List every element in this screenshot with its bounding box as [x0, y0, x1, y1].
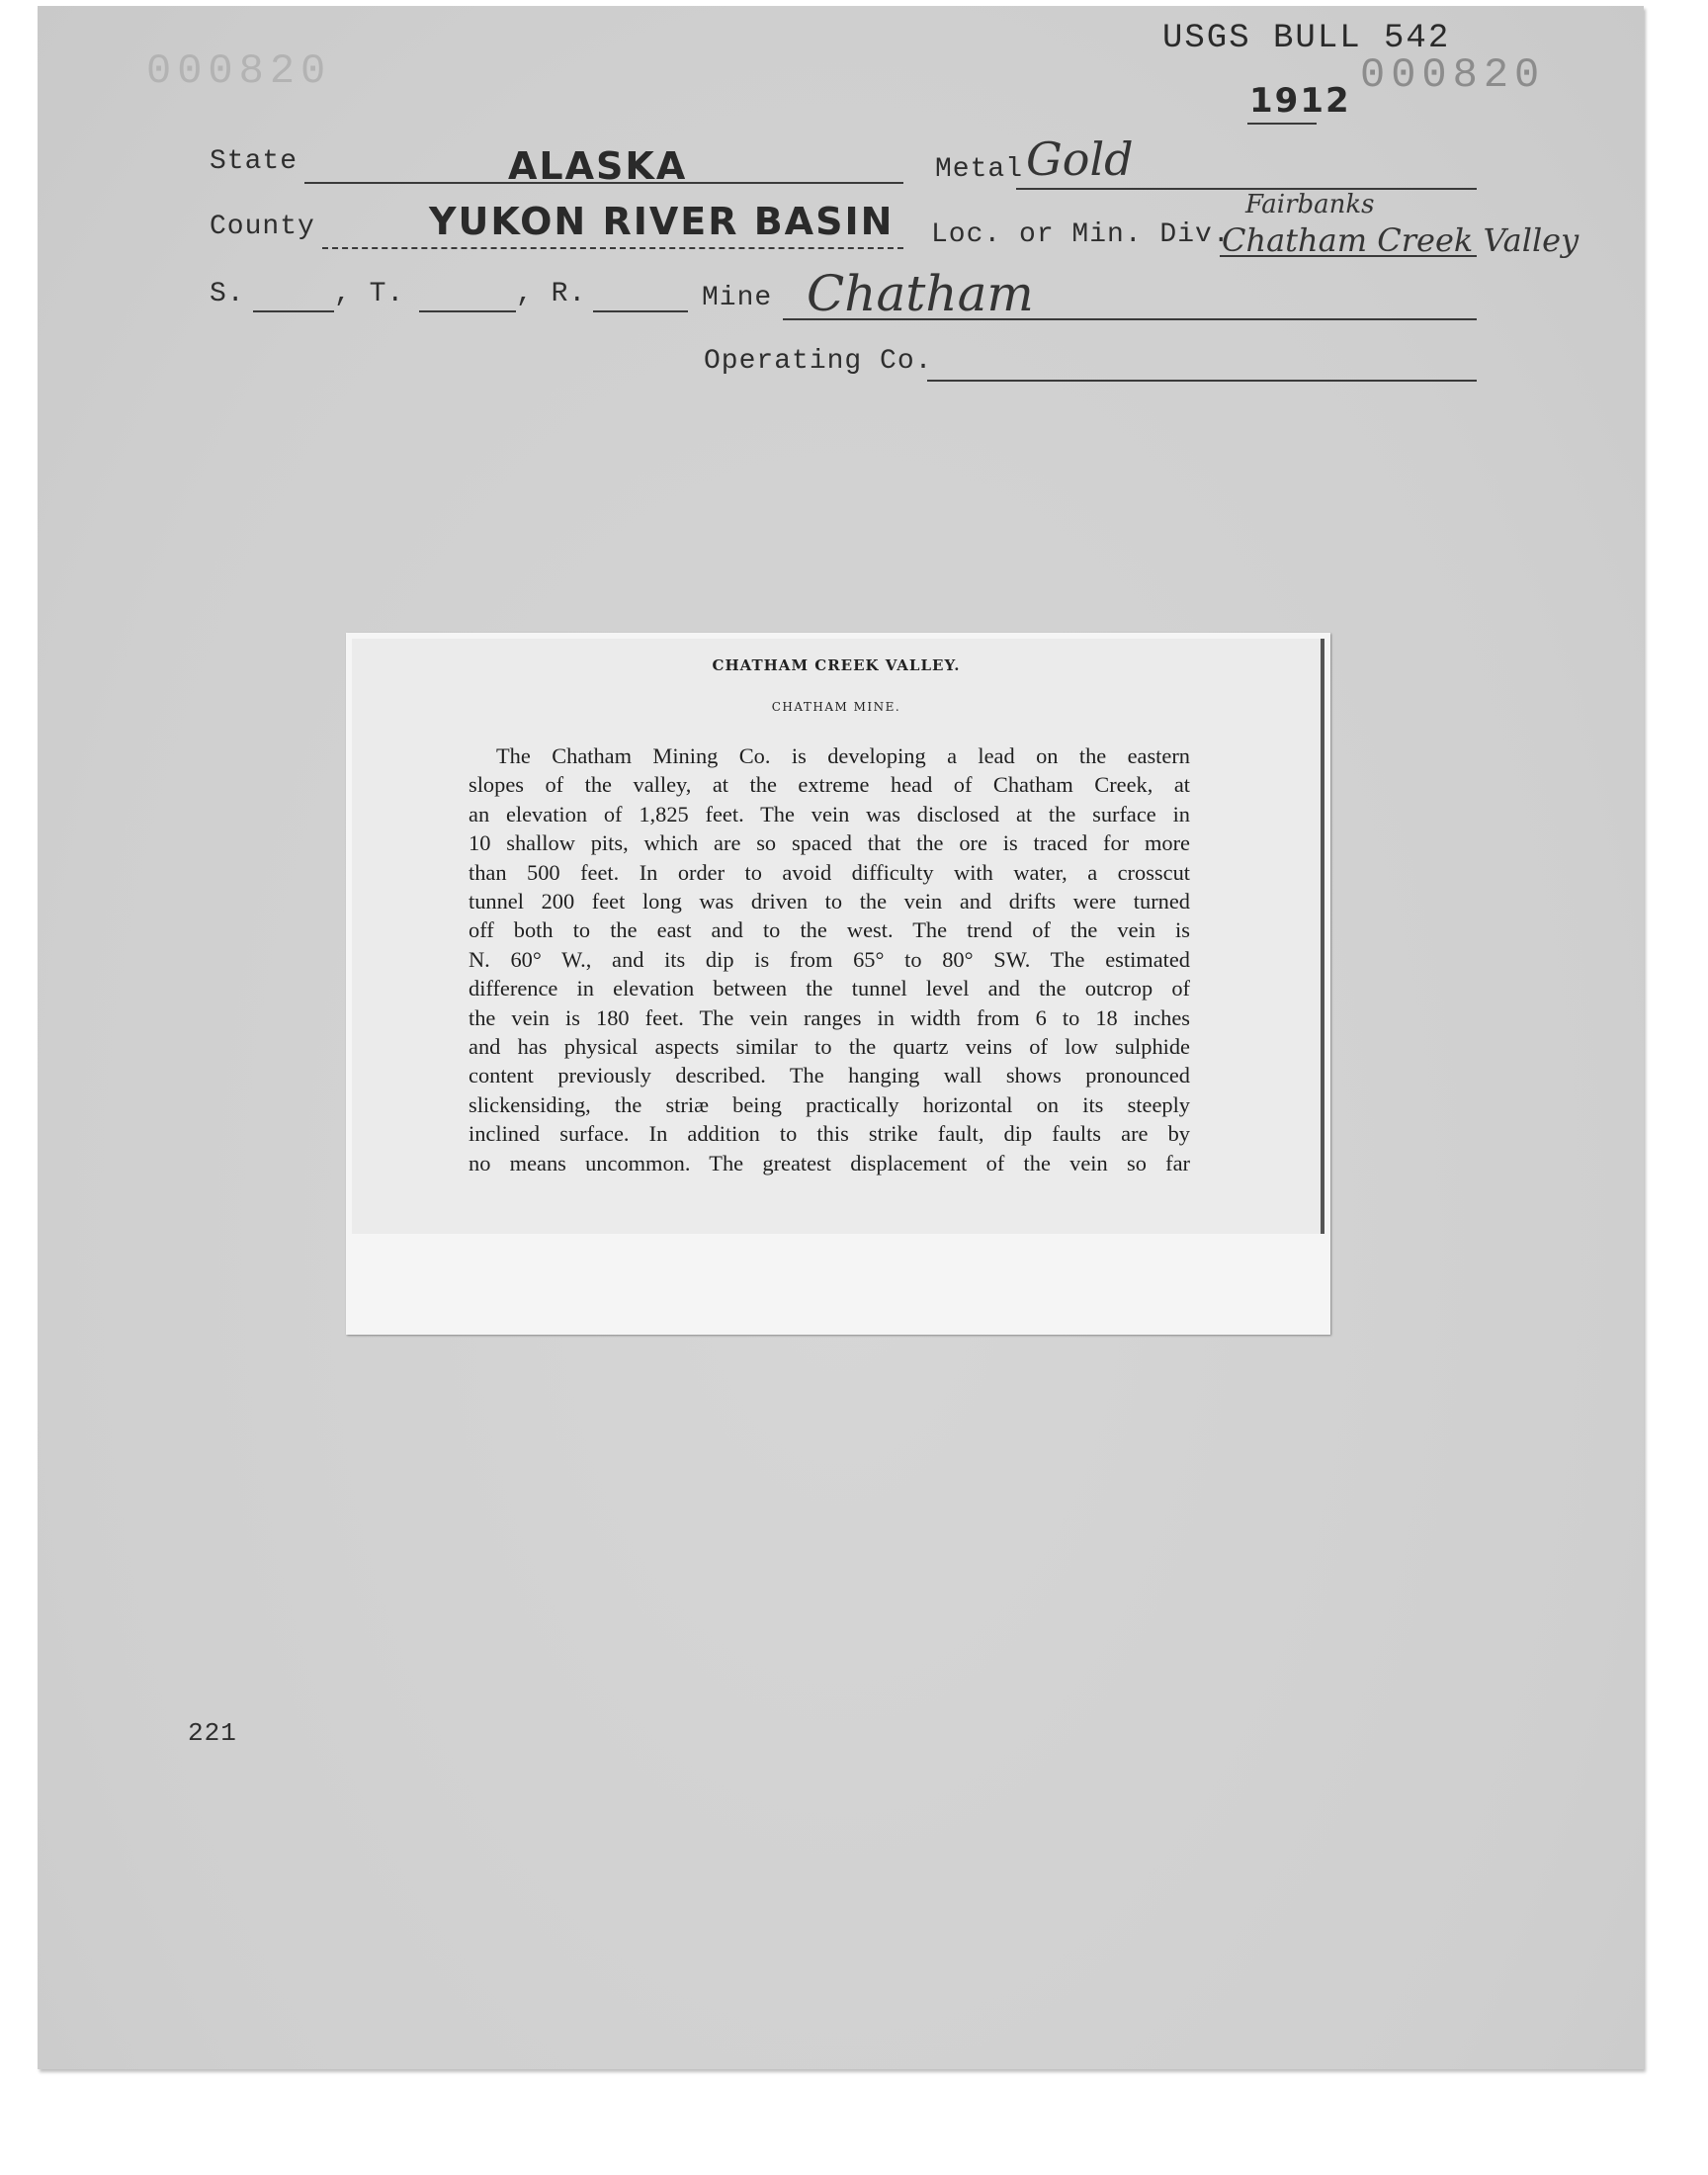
year-stamp: 1912 — [1249, 81, 1351, 121]
section-label: S. — [210, 279, 245, 309]
loc-value: Chatham Creek Valley — [1222, 221, 1580, 259]
range-line — [593, 310, 688, 312]
county-label: County — [210, 212, 315, 242]
range-label: , R. — [516, 279, 587, 309]
state-label: State — [210, 146, 299, 177]
citation-stamp: USGS BULL 542 — [1162, 20, 1451, 57]
clipping-subheading: CHATHAM MINE. — [771, 700, 901, 714]
newspaper-clipping — [346, 633, 1330, 1335]
clipping-line: off both to the east and to the west. The trend of the vein is — [469, 917, 1190, 943]
mine-line — [783, 318, 1477, 320]
serial-number: 000820 — [1360, 51, 1546, 99]
clipping-line: N. 60° W., and its dip is from 65° to 80° SW. The estimated — [469, 946, 1190, 972]
clipping-line: 10 shallow pits, which are so spaced that the ore is traced for more — [469, 830, 1190, 856]
clipping-line: no means uncommon. The greatest displacement of the vein so far — [469, 1150, 1190, 1175]
clipping-line: inclined surface. In addition to this strike fault, dip faults are by — [469, 1121, 1190, 1147]
loc-label: Loc. or Min. Div. — [931, 219, 1231, 250]
township-line — [419, 310, 516, 312]
clipping-line: The Chatham Mining Co. is developing a lead on the eastern — [496, 743, 1190, 768]
metal-value: Gold — [1026, 132, 1134, 186]
county-line — [322, 247, 903, 249]
operating-line — [927, 380, 1477, 382]
year-underline — [1247, 123, 1317, 125]
page-number: 221 — [188, 1718, 237, 1748]
clipping-body — [469, 741, 1190, 1177]
clipping-line: and has physical aspects similar to the quartz veins of low sulphide — [469, 1034, 1190, 1060]
clipping-line: slopes of the valley, at the extreme head of Chatham Creek, at — [469, 772, 1190, 798]
clipping-line: slickensiding, the striæ being practically horizontal on its steeply — [469, 1091, 1190, 1117]
clipping-line: difference in elevation between the tunnel level and the outcrop of — [469, 976, 1190, 1001]
clipping-line: than 500 feet. In order to avoid difficulty with water, a crosscut — [469, 859, 1190, 885]
loc-line — [1220, 255, 1477, 257]
section-line — [253, 310, 334, 312]
operating-label: Operating Co. — [704, 346, 933, 377]
metal-label: Metal — [935, 154, 1024, 185]
state-line — [304, 182, 903, 184]
state-value: ALASKA — [508, 144, 688, 188]
township-label: , T. — [334, 279, 405, 309]
loc-value-top: Fairbanks — [1245, 190, 1375, 219]
clipping-heading: CHATHAM CREEK VALLEY. — [712, 656, 961, 674]
clipping-line: tunnel 200 feet long was driven to the vein and drifts were turned — [469, 889, 1190, 914]
clipping-print-area — [352, 639, 1324, 1234]
mine-value: Chatham — [807, 265, 1034, 322]
index-card — [38, 6, 1644, 2069]
mine-label: Mine — [702, 283, 773, 313]
ghost-serial: 000820 — [146, 47, 332, 95]
clipping-line: the vein is 180 feet. The vein ranges in width from 6 to 18 inches — [469, 1004, 1190, 1030]
clipping-line: an elevation of 1,825 feet. The vein was disclosed at the surface in — [469, 801, 1190, 826]
clipping-line: content previously described. The hanging wall shows pronounced — [469, 1063, 1190, 1088]
county-value: YUKON RIVER BASIN — [429, 200, 895, 243]
